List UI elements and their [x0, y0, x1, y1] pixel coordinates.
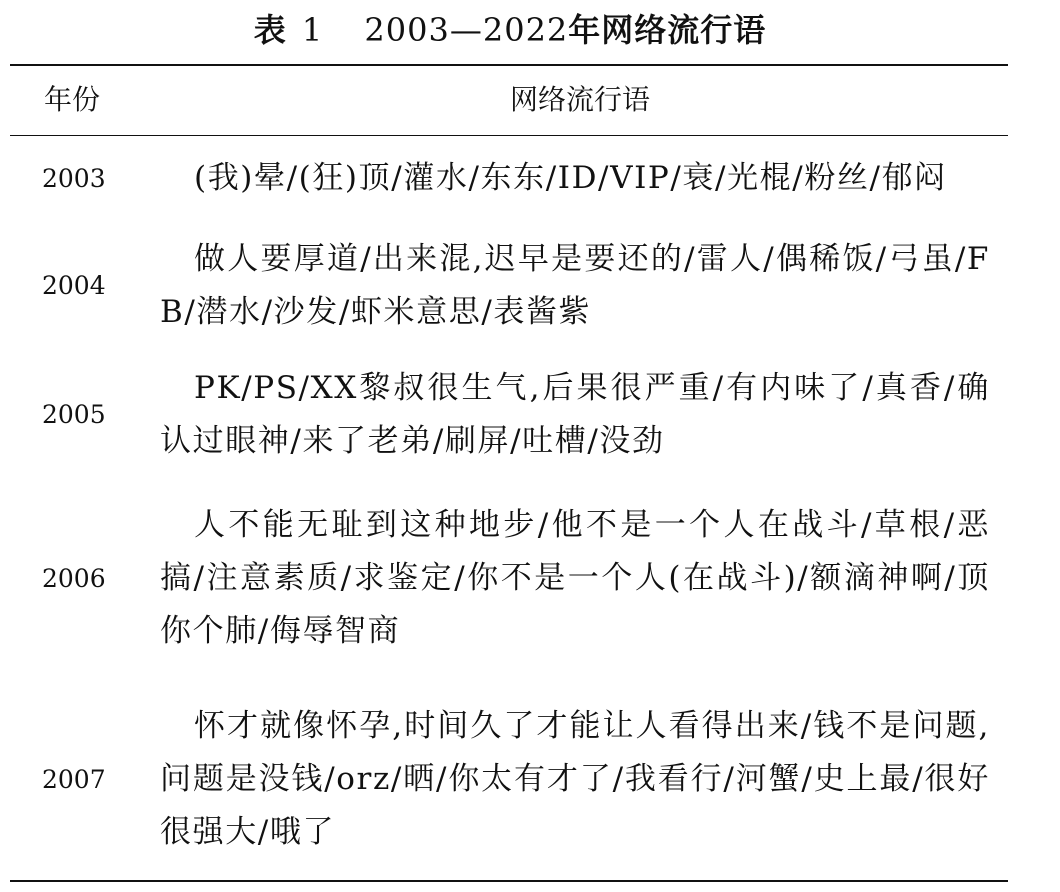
top-rule [10, 64, 1008, 66]
table-caption [0, 8, 1020, 52]
phrase-cell: (我)晕/(狂)顶/灌水/东东/ID/VIP/衰/光棍/粉丝/郁闷 [194, 160, 947, 196]
caption-text: 年网络流行语 [568, 11, 767, 49]
year-cell: 2003 [42, 164, 106, 193]
phrase-cell: 做人要厚道/出来混,迟早是要还的/雷人/偶稀饭/弓虽/FB/潜水/沙发/虾米意思/表酱紫 [160, 241, 990, 330]
table-row [10, 700, 1008, 859]
phrase-cell: 怀才就像怀孕,时间久了才能让人看得出来/钱不是问题,问题是没钱/orz/晒/你太有才了/我看行/河蟹/史上最/很好很强大/哦了 [160, 708, 990, 850]
caption-label: 表 [253, 11, 287, 49]
header-rule [10, 135, 1008, 136]
table-row [10, 362, 1008, 468]
year-cell: 2004 [42, 271, 106, 300]
table-row [10, 152, 1008, 208]
phrase-cell: PK/PS/XX黎叔很生气,后果很严重/有内味了/真香/确认过眼神/来了老弟/刷屏/吐槽/没劲 [160, 370, 990, 459]
caption-years: 2003—2022 [364, 11, 569, 49]
year-cell: 2005 [42, 400, 106, 429]
year-cell: 2007 [42, 765, 106, 794]
phrase-cell: 人不能无耻到这种地步/他不是一个人在战斗/草根/恶搞/注意素质/求鉴定/你不是一个人(在战斗)/额滴神啊/顶你个肺/侮辱智商 [160, 507, 990, 649]
year-cell: 2006 [42, 564, 106, 593]
header-year: 年份 [44, 83, 101, 116]
table-row [10, 499, 1008, 658]
bottom-rule [10, 880, 1008, 882]
table-row [10, 233, 1008, 339]
caption-title [364, 11, 766, 49]
caption-number: 1 [301, 11, 324, 49]
header-phrases: 网络流行语 [509, 83, 650, 116]
